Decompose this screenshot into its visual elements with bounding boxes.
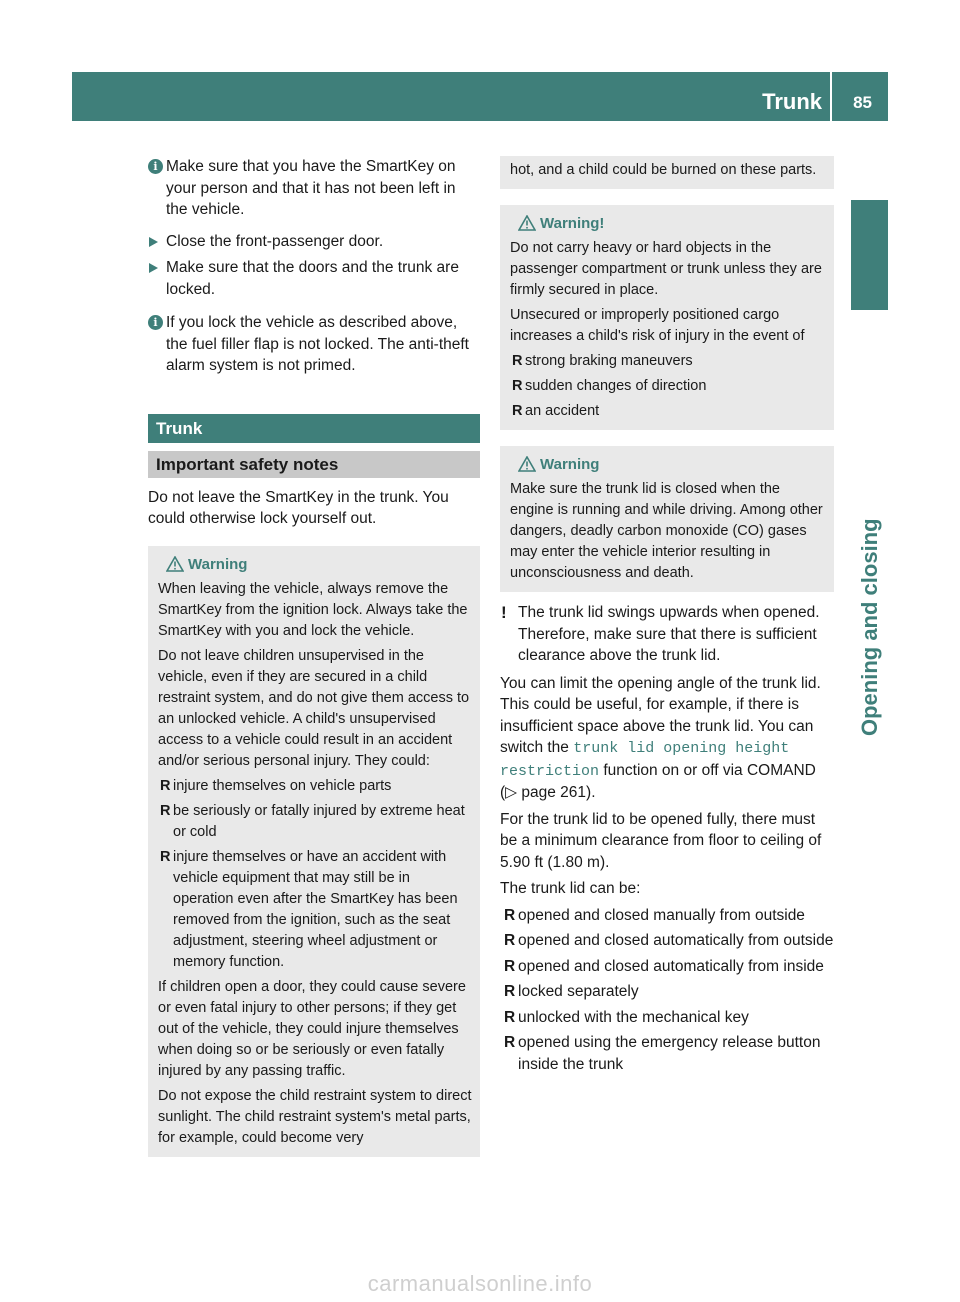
arrow-right-icon <box>149 237 158 247</box>
list-item: R unlocked with the mechanical key <box>504 1008 749 1026</box>
list-item: R sudden changes of direction <box>512 378 707 394</box>
warning-triangle-icon <box>518 456 536 472</box>
warning-text: If children open a door, they could cause severe or even fatal injury to other persons; if they get out of the vehicle, they could injure themselves when doing so or be seriously or even fatally injured by any passing traffic. <box>158 978 466 1079</box>
subsection-heading: Important safety notes <box>148 451 480 478</box>
arrow-right-icon <box>149 263 158 273</box>
warning-box-continued <box>500 156 834 189</box>
info-text: If you lock the vehicle as described above, the fuel filler flap is not locked. The anti-theft alarm system is not primed. <box>166 314 469 374</box>
info-icon: i <box>148 159 163 174</box>
body-paragraph: For the trunk lid to be opened fully, there must be a minimum clearance from floor to ceiling of 5.90 ft (1.80 m). <box>500 810 822 871</box>
function-name: trunk lid opening height restriction <box>500 740 790 780</box>
warning-text: Do not expose the child restraint system to direct sunlight. The child restraint system's metal parts, for example, could become very <box>158 1087 472 1146</box>
list-item: R locked separately <box>504 983 639 1000</box>
page-header <box>72 72 888 121</box>
side-tab-label: Opening and closing <box>857 518 882 736</box>
watermark-text: carmanualsonline.info <box>367 1271 593 1296</box>
warning-box <box>148 546 480 1157</box>
list-item: R be seriously or fatally injured by extreme heat or cold <box>160 802 465 840</box>
warning-text: hot, and a child could be burned on these parts. <box>510 162 817 178</box>
section-heading: Trunk <box>148 414 480 443</box>
list-item: R opened and closed automatically from outside <box>504 932 834 949</box>
intro-paragraph: Do not leave the SmartKey in the trunk. You could otherwise lock yourself out. <box>148 488 449 527</box>
warning-text: Make sure the trunk lid is closed when the engine is running and while driving. Among other dangers, deadly carbon monoxide (CO) gases may enter the vehicle interior resulting in unconsciousness and death. <box>510 481 823 581</box>
info-text: Make sure that you have the SmartKey on your person and that it has not been left in the vehicle. <box>166 158 456 218</box>
warning-title: Warning <box>158 554 472 576</box>
warning-text: Do not leave children unsupervised in the vehicle, even if they are secured in a child restraint system, and do not give them access to an unlocked vehicle. A child's unsupervised access to a vehicle could result in an accident and/or serious personal injury. They could: <box>158 647 470 769</box>
list-item: R opened and closed manually from outside <box>504 906 805 924</box>
body-paragraph: You can limit the opening angle of the trunk lid. This could be useful, for example, if there is insufficient space above the trunk lid. You can switch the trunk lid opening height restriction function on or off via COMAND (▷ page 261). <box>500 674 821 801</box>
info-note <box>148 156 480 221</box>
side-tab-block <box>851 200 888 310</box>
warning-text: Do not carry heavy or hard objects in the passenger compartment or trunk unless they are firmly secured in place. <box>510 240 822 298</box>
note-paragraph: ! The trunk lid swings upwards when opened. Therefore, make sure that there is sufficient clearance above the trunk lid. <box>501 603 820 664</box>
list-item: R opened and closed automatically from inside <box>504 957 824 975</box>
step-item <box>148 231 480 253</box>
warning-triangle-icon <box>166 556 184 572</box>
warning-title: Warning! <box>510 213 826 235</box>
step-item <box>148 257 480 300</box>
footer-watermark <box>0 1270 960 1298</box>
body-paragraph: The trunk lid can be: <box>500 880 641 897</box>
right-column <box>500 156 834 1079</box>
warning-box <box>500 205 834 430</box>
page-number: 85 <box>853 93 872 112</box>
warning-triangle-icon <box>518 215 536 231</box>
list-item: R injure themselves or have an accident with vehicle equipment that may still be in operation even after the SmartKey has been removed from the ignition, such as the seat adjustment, steering wheel adjustment or memory function. <box>160 848 458 970</box>
list-item: R an accident <box>512 403 600 419</box>
warning-title: Warning <box>510 454 826 476</box>
header-separator <box>830 72 832 121</box>
list-item: R strong braking maneuvers <box>512 353 693 369</box>
info-icon: i <box>148 315 163 330</box>
page-reference: (▷ page 261). <box>500 784 596 801</box>
warning-box <box>500 446 834 592</box>
step-text: Make sure that the doors and the trunk are locked. <box>166 259 459 298</box>
exclamation-icon: ! <box>501 603 507 622</box>
list-item: R injure themselves on vehicle parts <box>160 777 392 794</box>
header-title: Trunk <box>762 89 822 114</box>
info-note <box>148 312 480 377</box>
list-item: R opened using the emergency release button inside the trunk <box>504 1034 821 1073</box>
step-text: Close the front-passenger door. <box>166 232 384 250</box>
warning-text: Unsecured or improperly positioned cargo increases a child's risk of injury in the event of <box>510 307 805 344</box>
warning-text: When leaving the vehicle, always remove the SmartKey from the ignition lock. Always take the SmartKey with you and lock the vehicle. <box>158 580 468 639</box>
side-tab <box>851 316 888 736</box>
left-column <box>148 156 480 1157</box>
